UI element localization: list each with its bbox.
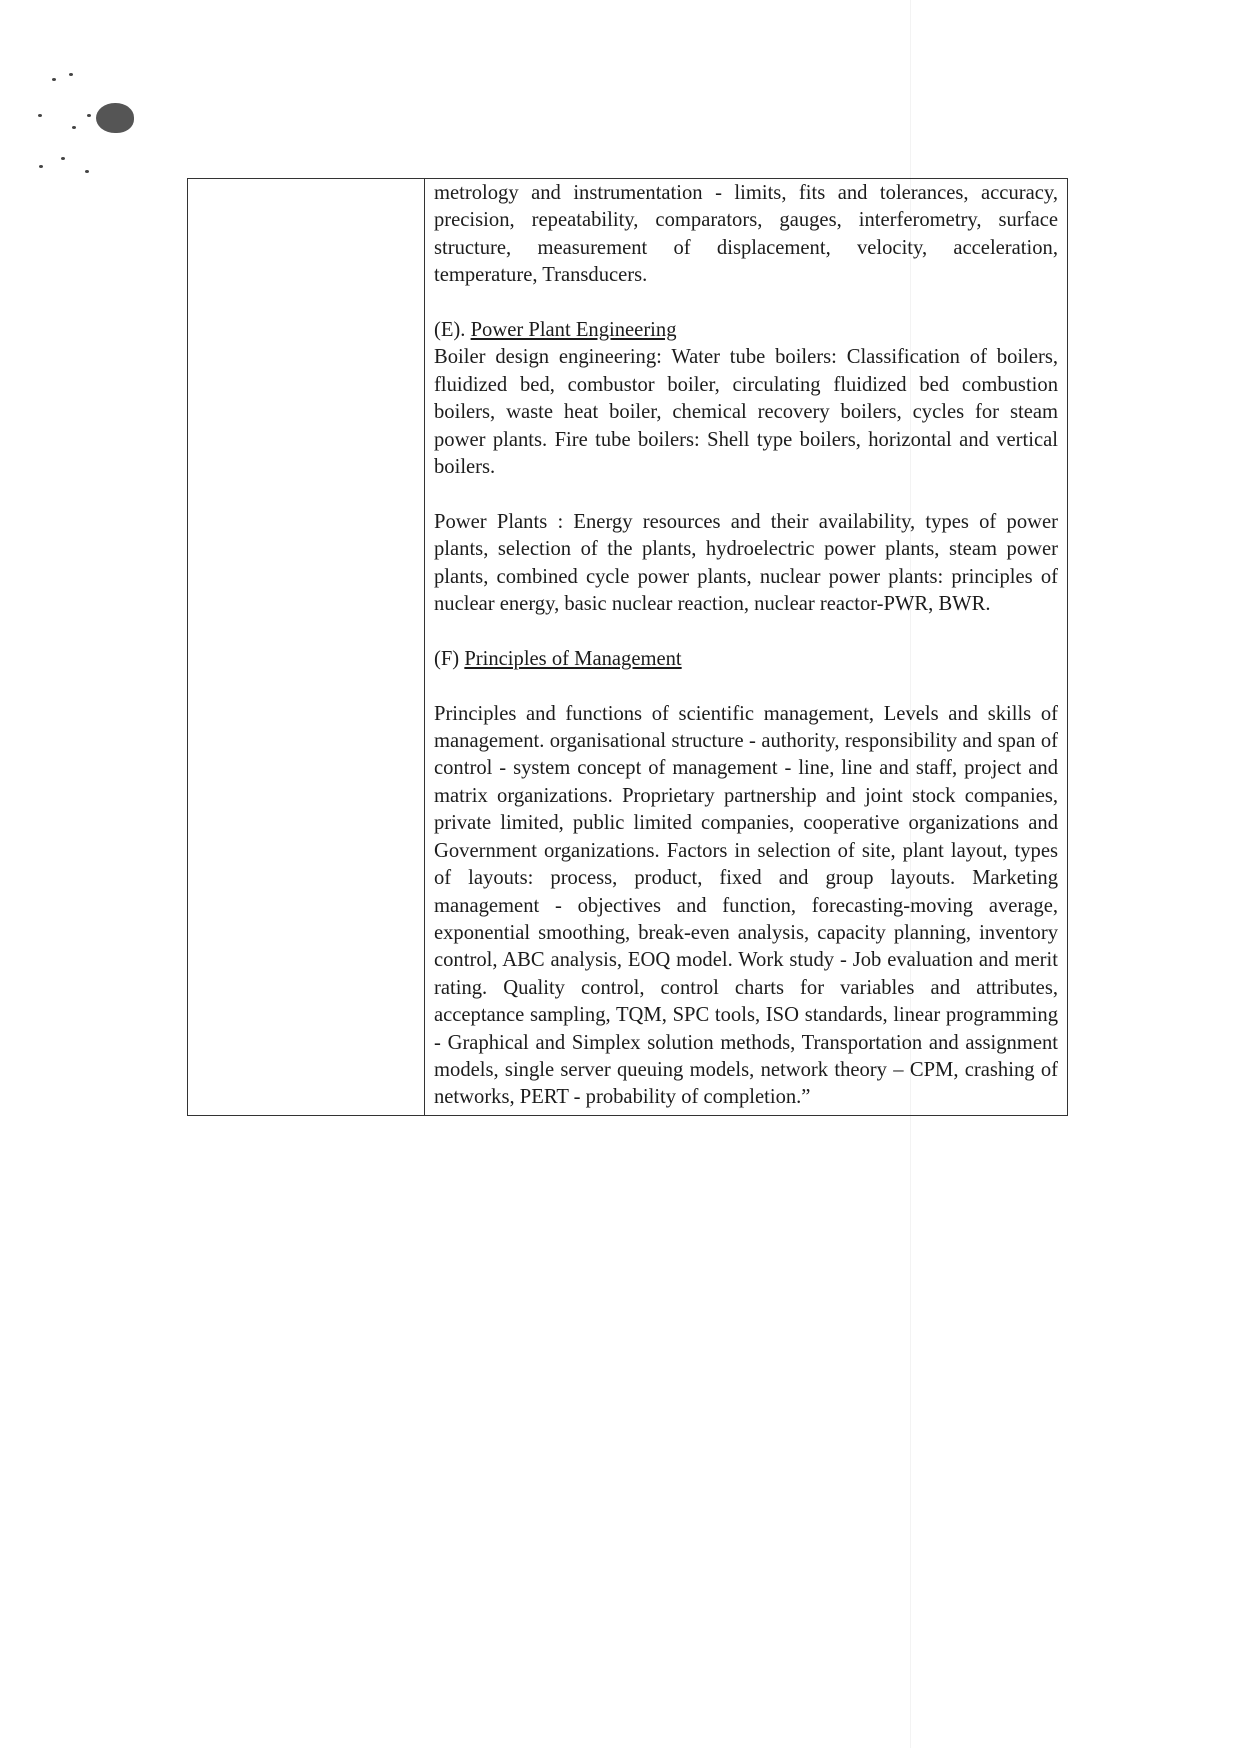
scan-speck [61, 157, 65, 160]
table-row [188, 179, 1068, 1116]
section-e-paragraph-2: Power Plants : Energy resources and their availability, types of power plants, selection of the plants, hydroelectric power plants, steam power plants, combined cycle power plants, nuclear power plants: principles of nuclear energy, basic nuclear reaction, nuclear reactor-PWR, BWR. [434, 510, 1058, 616]
section-e-heading [434, 317, 1058, 344]
section-e-prefix: (E). [434, 319, 471, 342]
scan-speck [38, 114, 42, 117]
section-e-paragraph-1: Boiler design engineering: Water tube boilers: Classification of boilers, fluidized bed, combustor boiler, circulating fluidized bed combustion boilers, waste heat boiler, chemical recovery boilers, cycles for steam power plants. Fire tube boilers: Shell type boilers, horizontal and vertical boilers. [434, 346, 1058, 479]
section-f-title: Principles of Management [464, 647, 682, 670]
scan-speck [39, 165, 43, 168]
scan-speck [72, 126, 76, 129]
syllabus-table [187, 178, 1068, 1116]
section-f-paragraph-1: Principles and functions of scientific management, Levels and skills of management. organisational structure - authority, responsibility and span of control - system concept of management - line, line and staff, project and matrix organizations. Proprietary partnership and joint stock companies, private limited, public limited companies, cooperative organizations and Government organizations. Factors in selection of site, plant layout, types of layouts: process, product, fixed and group layouts. Marketing management - objectives and function, forecasting-moving average, exponential smoothing, break-even analysis, capacity planning, inventory control, ABC analysis, EOQ model. Work study - Job evaluation and merit rating. Quality control, control charts for variables and attributes, acceptance sampling, TQM, SPC tools, ISO standards, linear programming - Graphical and Simplex solution methods, Transportation and assignment models, single server queuing models, network theory – CPM, crashing of networks, PERT - probability of completion.” [434, 702, 1058, 1109]
syllabus-content-cell [425, 179, 1068, 1116]
scan-speck [87, 114, 91, 117]
scan-speck [52, 78, 56, 81]
section-e-title: Power Plant Engineering [470, 319, 677, 342]
scan-speck [85, 170, 89, 173]
section-f-heading [434, 646, 1058, 673]
punch-hole-mark [96, 103, 134, 133]
empty-left-cell [188, 179, 425, 1116]
scan-speck [69, 73, 73, 76]
intro-paragraph: metrology and instrumentation - limits, fits and tolerances, accuracy, precision, repeatability, comparators, gauges, interferometry, surface structure, measurement of displacement, velocity, acceleration, temperature, Transducers. [434, 182, 1058, 287]
section-f-prefix: (F) [434, 647, 465, 670]
